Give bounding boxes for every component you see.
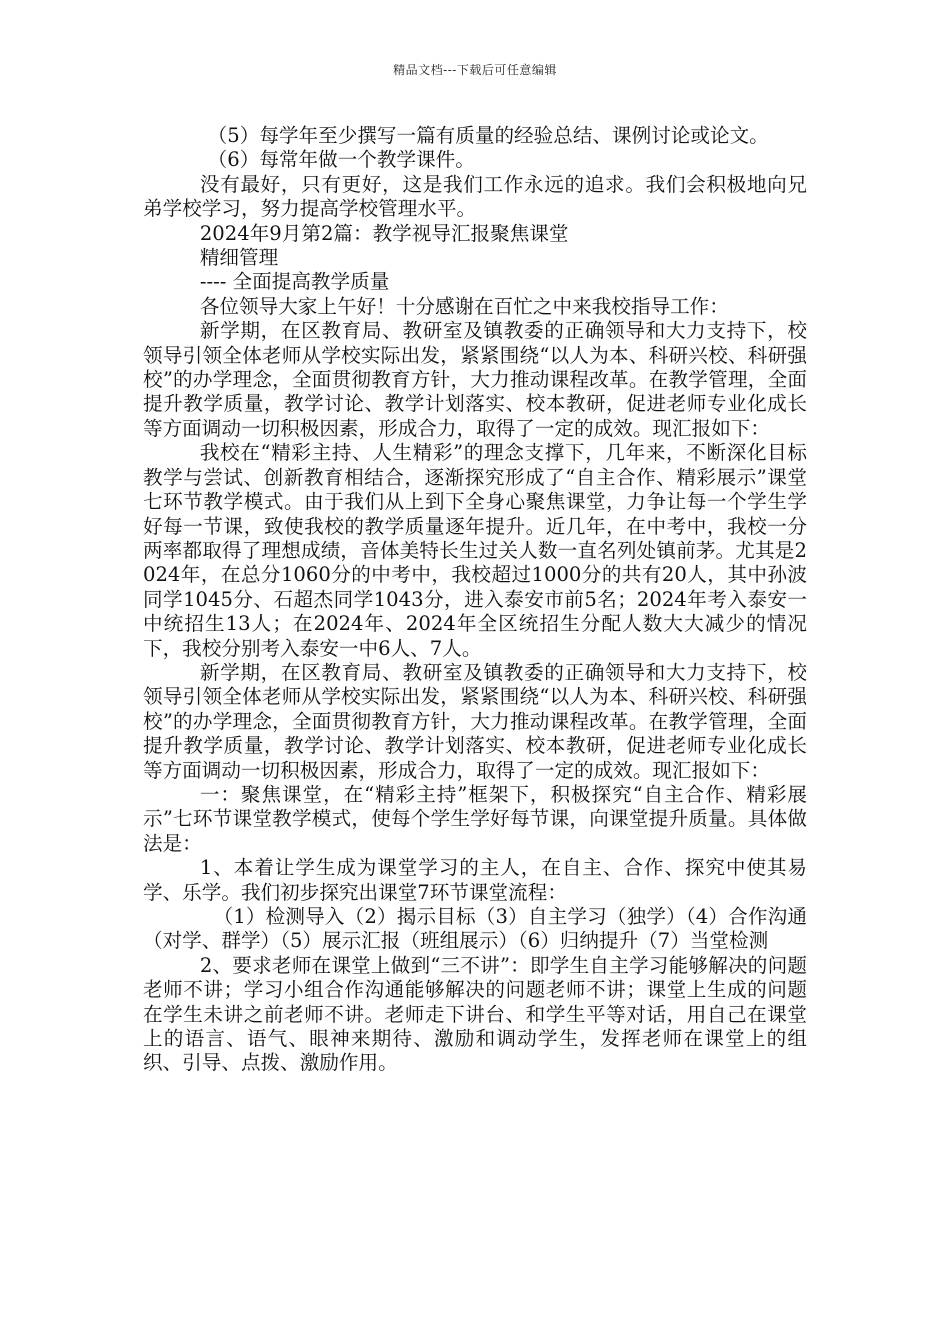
paragraph-sub-one: 1、本着让学生成为课堂学习的主人，在自主、合作、探究中使其易学、乐学。我们初步探究出课堂7环节课堂流程： [143,856,807,904]
paragraph-intro: 新学期，在区教育局、教研室及镇教委的正确领导和大力支持下，校领导引领全体老师从学校实际出发，紧紧围绕“以人为本、科研兴校、科研强校”的办学理念，全面贯彻教育方针，大力推动课程改革。在教学管理，全面提升教学质量，教学讨论、教学计划落实、校本教研，促进老师专业化成长等方面调动一切积极因素，形成合力，取得了一定的成效。现汇报如下： [143,319,807,440]
document-body [143,124,807,1076]
paragraph-conclusion: 没有最好，只有更好，这是我们工作永远的追求。我们会积极地向兄弟学校学习，努力提高学校管理水平。 [143,172,807,221]
section-title-line2: 精细管理 [199,246,279,270]
section-subtitle: ---- 全面提高教学质量 [199,270,390,294]
section-title: 2024年9月第2篇：教学视导汇报聚焦课堂 [199,221,569,245]
paragraph-greeting: 各位领导大家上午好！十分感谢在百忙之中来我校指导工作： [199,294,729,318]
paragraph-steps: （1）检测导入（2）揭示目标（3）自主学习（独学）（4）合作沟通（对学、群学）（5）展示汇报（班组展示）（6）归纳提升（7）当堂检测 [143,905,807,953]
page-header: 精品文档---下载后可任意编辑 [393,63,557,77]
paragraph-item-5: （5）每学年至少撰写一篇有质量的经验总结、课例讨论或论文。 [207,124,769,147]
paragraph-point-one: 一：聚焦课堂，在“精彩主持”框架下，积极探究“自主合作、精彩展示”七环节课堂教学模式，使每个学生学好每节课，向课堂提升质量。具体做法是： [143,782,807,855]
paragraph-achievements: 我校在“精彩主持、人生精彩”的理念支撑下，几年来，不断深化目标教学与尝试、创新教育相结合，逐渐探究形成了“自主合作、精彩展示”课堂七环节教学模式。由于我们从上到下全身心聚焦课堂，力争让每一个学生学好每一节课，致使我校的教学质量逐年提升。近几年，在中考中，我校一分两率都取得了理想成绩，音体美特长生过关人数一直名列处镇前茅。尤其是2024年，在总分1060分的中考中，我校超过1000分的共有20人，其中孙波同学1045分、石超杰同学1043分，进入泰安市前5名；2024年考入泰安一中统招生13人；在2024年、2024年全区统招生分配人数大大减少的情况下，我校分别考入泰安一中6人、7人。 [143,441,807,660]
paragraph-intro-repeat: 新学期，在区教育局、教研室及镇教委的正确领导和大力支持下，校领导引领全体老师从学校实际出发，紧紧围绕“以人为本、科研兴校、科研强校”的办学理念，全面贯彻教育方针，大力推动课程改革。在教学管理，全面提升教学质量，教学讨论、教学计划落实、校本教研，促进老师专业化成长等方面调动一切积极因素，形成合力，取得了一定的成效。现汇报如下： [143,660,807,782]
paragraph-item-6: （6）每常年做一个教学课件。 [207,148,475,172]
paragraph-sub-two: 2、要求老师在课堂上做到“三不讲”：即学生自主学习能够解决的问题老师不讲；学习小组合作沟通能够解决的问题老师不讲；课堂上生成的问题在学生未讲之前老师不讲。老师走下讲台、和学生平等对话，用自己在课堂上的语言、语气、眼神来期待、激励和调动学生，发挥老师在课堂上的组织、引导、点拨、激励作用。 [143,953,807,1075]
